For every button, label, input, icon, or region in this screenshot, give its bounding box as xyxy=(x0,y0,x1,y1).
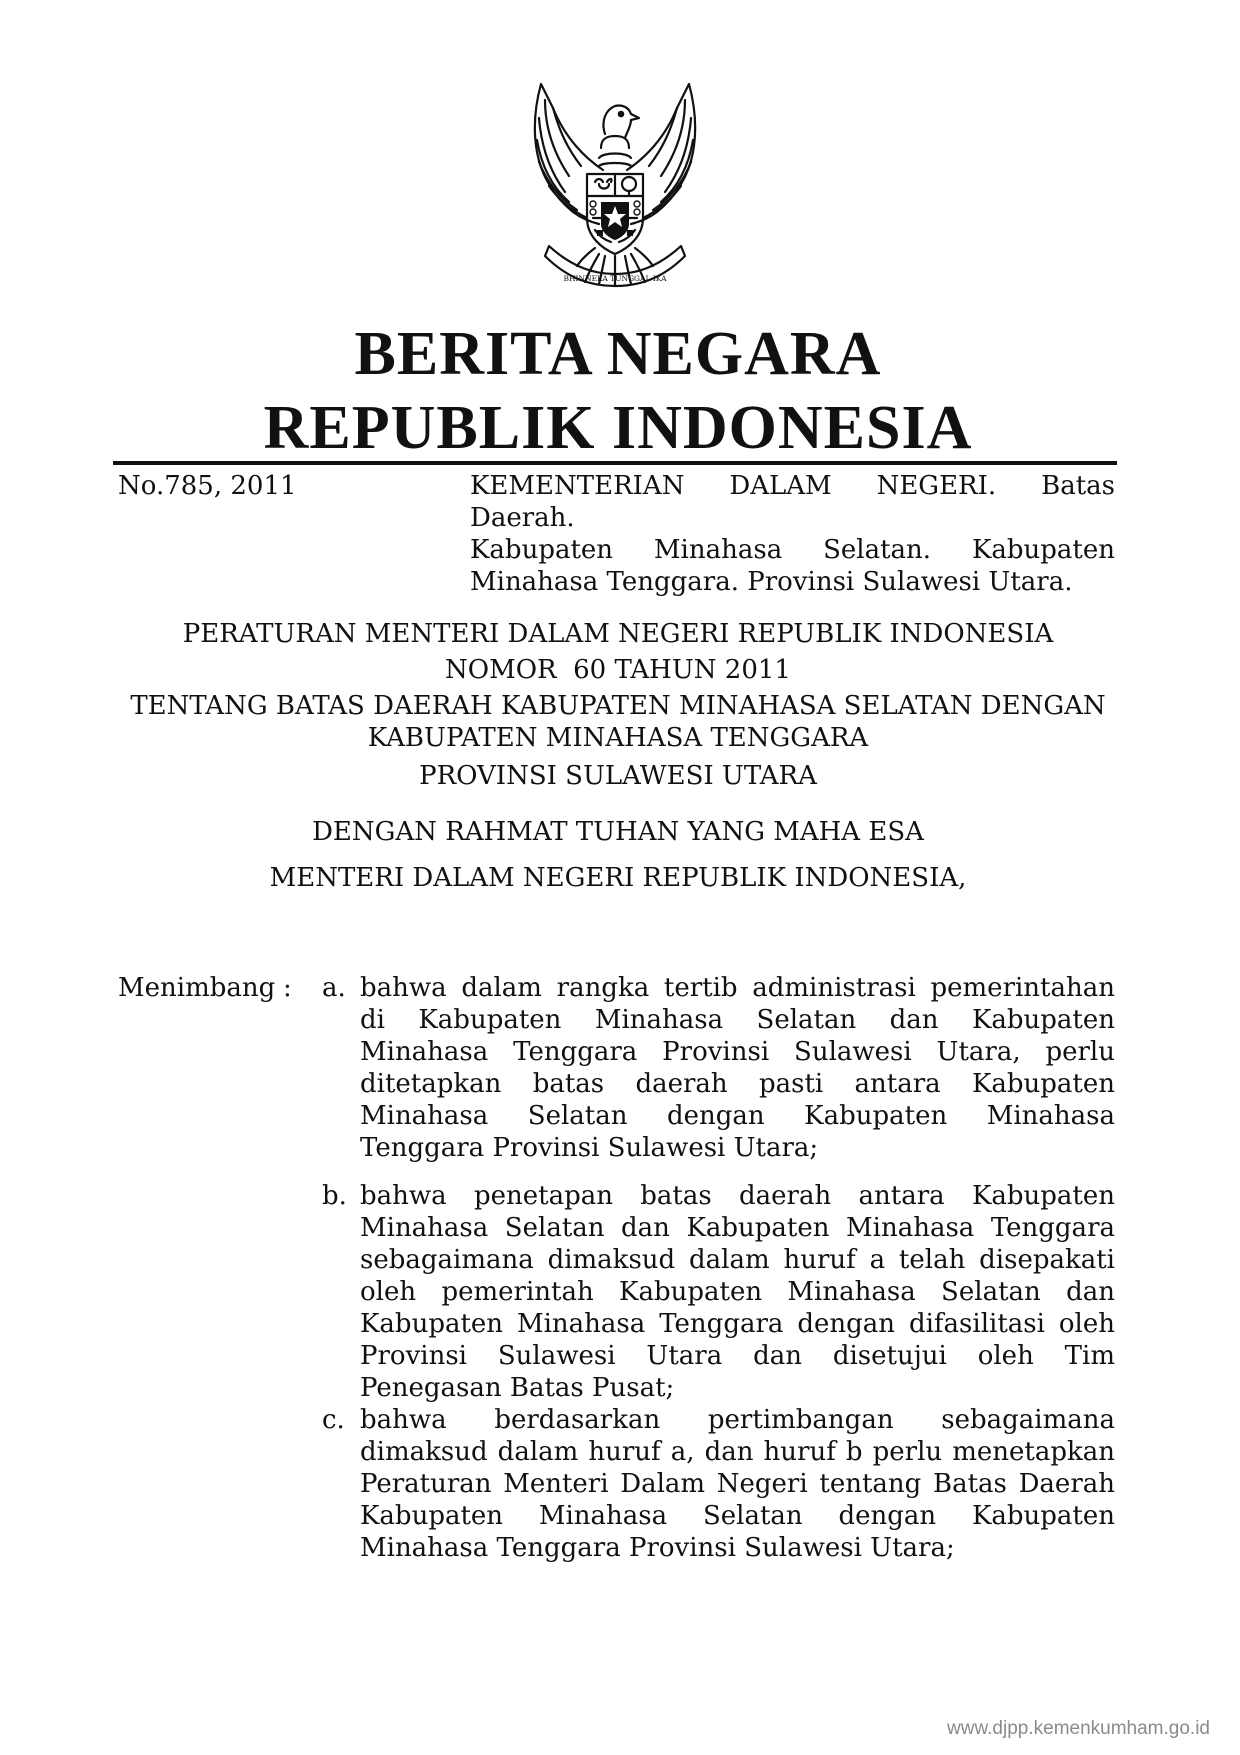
item-line: di Kabupaten Minahasa Selatan dan Kabupaten xyxy=(360,1005,1115,1035)
masthead-divider xyxy=(113,461,1117,465)
item-line: bahwa berdasarkan pertimbangan sebagaimana xyxy=(360,1405,1115,1435)
item-letter-b: b. xyxy=(322,1181,347,1211)
item-line: Minahasa Selatan dengan Kabupaten Minahasa xyxy=(360,1101,1115,1131)
garuda-pancasila-emblem-icon xyxy=(515,78,715,296)
item-letter-a: a. xyxy=(322,973,346,1003)
item-line: sebagaimana dimaksud dalam huruf a telah disepakati xyxy=(360,1245,1115,1275)
subject-line: Minahasa Tenggara. Provinsi Sulawesi Utara. xyxy=(470,567,1073,597)
gazette-number: No.785, 2011 xyxy=(118,471,297,501)
item-line: Tenggara Provinsi Sulawesi Utara; xyxy=(360,1133,819,1163)
regulation-about-line3: PROVINSI SULAWESI UTARA xyxy=(419,761,817,791)
regulation-title: PERATURAN MENTERI DALAM NEGERI REPUBLIK INDONESIA xyxy=(182,619,1054,649)
item-line: Peraturan Menteri Dalam Negeri tentang Batas Daerah xyxy=(360,1469,1115,1499)
masthead-title-line1: BERITA NEGARA xyxy=(354,320,882,388)
item-line: Minahasa Selatan dan Kabupaten Minahasa Tenggara xyxy=(360,1213,1115,1243)
item-line: Kabupaten Minahasa Tenggara dengan difasilitasi oleh xyxy=(360,1309,1115,1339)
considering-item-a xyxy=(360,972,1115,1164)
gazette-subject xyxy=(470,470,1115,598)
emblem-motto: BHINNEKA TUNGGAL IKA xyxy=(563,274,667,283)
item-line: Kabupaten Minahasa Selatan dengan Kabupaten xyxy=(360,1501,1115,1531)
item-line: ditetapkan batas daerah pasti antara Kabupaten xyxy=(360,1069,1115,1099)
masthead-title-line2: REPUBLIK INDONESIA xyxy=(263,394,973,462)
issuer-line: MENTERI DALAM NEGERI REPUBLIK INDONESIA, xyxy=(269,863,967,893)
item-line: bahwa penetapan batas daerah antara Kabupaten xyxy=(360,1181,1115,1211)
item-line: Penegasan Batas Pusat; xyxy=(360,1373,675,1403)
subject-line: Kabupaten Minahasa Selatan. Kabupaten xyxy=(470,535,1115,565)
subject-line: KEMENTERIAN DALAM NEGERI. Batas Daerah. xyxy=(470,471,1115,533)
item-line: Minahasa Tenggara Provinsi Sulawesi Utara, perlu xyxy=(360,1037,1115,1067)
item-letter-c: c. xyxy=(322,1405,345,1435)
item-line: bahwa dalam rangka tertib administrasi pemerintahan xyxy=(360,973,1115,1003)
footer-url: www.djpp.kemenkumham.go.id xyxy=(947,1718,1210,1739)
item-line: oleh pemerintah Kabupaten Minahasa Selatan dan xyxy=(360,1277,1115,1307)
considering-label: Menimbang xyxy=(118,973,276,1003)
considering-colon: : xyxy=(283,973,292,1003)
blessing-line: DENGAN RAHMAT TUHAN YANG MAHA ESA xyxy=(312,817,924,847)
item-line: dimaksud dalam huruf a, dan huruf b perlu menetapkan xyxy=(360,1437,1115,1467)
considering-item-b xyxy=(360,1180,1115,1404)
item-line: Minahasa Tenggara Provinsi Sulawesi Utara; xyxy=(360,1533,955,1563)
regulation-number: NOMOR 60 TAHUN 2011 xyxy=(445,655,791,685)
item-line: Provinsi Sulawesi Utara dan disetujui oleh Tim xyxy=(360,1341,1115,1371)
considering-item-c xyxy=(360,1404,1115,1564)
regulation-about-line1: TENTANG BATAS DAERAH KABUPATEN MINAHASA SELATAN DENGAN xyxy=(130,691,1106,721)
regulation-about-line2: KABUPATEN MINAHASA TENGGARA xyxy=(367,723,869,753)
